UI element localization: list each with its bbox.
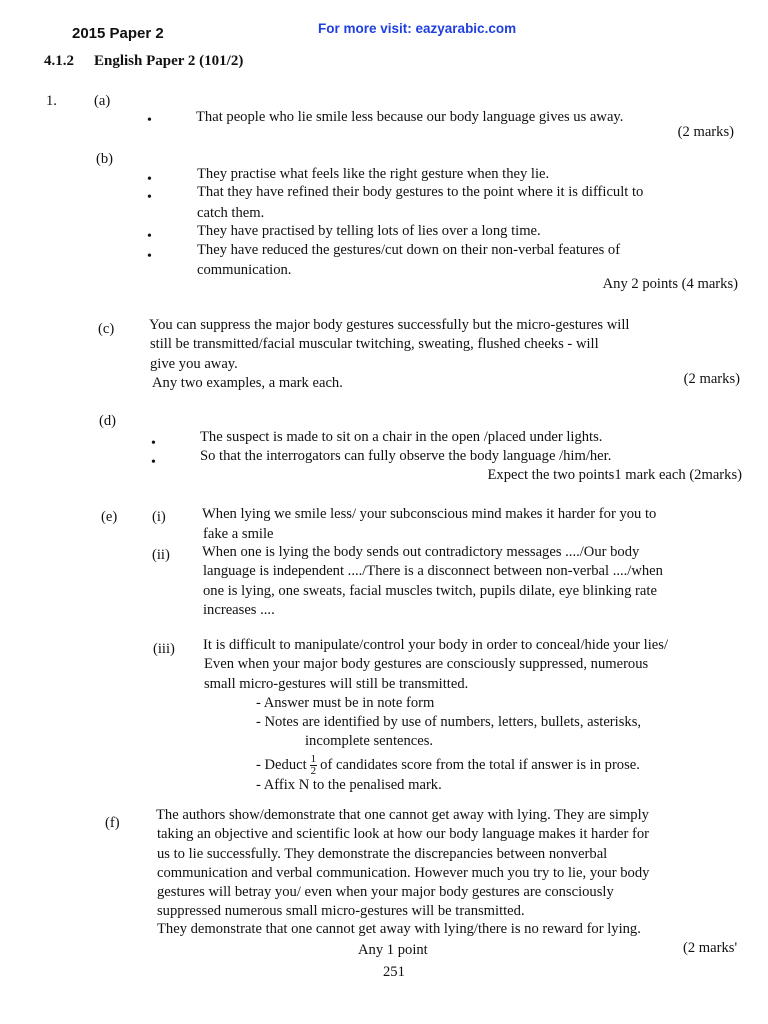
part-f-any-point: Any 1 point — [358, 942, 428, 958]
bullet-icon: • — [147, 249, 152, 264]
subpart-i-label: (i) — [152, 509, 166, 525]
part-b-bullet: They have reduced the gestures/cut down on their non-verbal features of — [197, 242, 621, 258]
part-e-label: (e) — [101, 509, 118, 525]
page-number: 251 — [383, 964, 405, 980]
bullet-icon: • — [147, 229, 152, 244]
note-identified-continuation: incomplete sentences. — [305, 733, 434, 749]
part-f-marks: (2 marks' — [683, 940, 738, 956]
part-b-marks: Any 2 points (4 marks) — [602, 276, 738, 292]
part-f-line: gestures will betray you/ even when your major body gestures are consciously — [157, 884, 614, 900]
note-affix: - Affix N to the penalised mark. — [256, 777, 442, 793]
part-f-line: The authors show/demonstrate that one cannot get away with lying. They are simply — [156, 807, 649, 823]
fraction-numerator: 1 — [310, 753, 317, 765]
note-deduct-prefix: - Deduct — [256, 756, 307, 773]
part-f-line: us to lie successfully. They demonstrate the discrepancies between nonverbal — [157, 846, 608, 862]
part-b-label: (b) — [96, 151, 114, 167]
paper-title: 2015 Paper 2 — [72, 25, 164, 42]
part-b-bullet-continuation: communication. — [197, 262, 292, 278]
part-d-label: (d) — [99, 413, 117, 429]
note-deduct — [256, 754, 640, 777]
bullet-icon: • — [147, 190, 152, 205]
part-f-line: communication and verbal communication. However much you try to lie, your body — [157, 865, 650, 881]
part-c-line: still be transmitted/facial muscular twitching, sweating, flushed cheeks - will — [150, 336, 599, 352]
part-f-line: suppressed numerous small micro-gestures will be transmitted. — [157, 903, 525, 919]
note-form: - Answer must be in note form — [256, 695, 435, 711]
bullet-icon: • — [147, 113, 152, 128]
part-d-bullet: So that the interrogators can fully observe the body language /him/her. — [200, 448, 612, 464]
part-f-line: taking an objective and scientific look at how our body language makes it harder for — [157, 826, 649, 842]
subpart-iii-line: small micro-gestures will still be transmitted. — [204, 676, 469, 692]
section-number: 4.1.2 — [44, 53, 74, 69]
part-c-line: Any two examples, a mark each. — [152, 375, 343, 391]
subpart-iii-label: (iii) — [153, 641, 175, 657]
bullet-icon: • — [151, 455, 156, 470]
part-b-bullet: That they have refined their body gestures to the point where it is difficult to — [197, 184, 644, 200]
part-f-line: They demonstrate that one cannot get away with lying/there is no reward for lying. — [157, 921, 641, 937]
bullet-icon: • — [147, 172, 152, 187]
subpart-ii-label: (ii) — [152, 547, 170, 563]
part-b-bullet: They practise what feels like the right gesture when they lie. — [197, 166, 550, 182]
part-c-label: (c) — [98, 321, 115, 337]
part-a-bullet: That people who lie smile less because our body language gives us away. — [196, 109, 624, 125]
subpart-iii-line: Even when your major body gestures are consciously suppressed, numerous — [204, 656, 649, 672]
part-b-bullet-continuation: catch them. — [197, 205, 265, 221]
part-c-marks: (2 marks) — [683, 371, 740, 387]
part-d-bullet: The suspect is made to sit on a chair in the open /placed under lights. — [200, 429, 603, 445]
one-half-fraction — [310, 754, 318, 777]
part-c-line: give you away. — [150, 356, 238, 372]
note-identified: - Notes are identified by use of numbers, letters, bullets, asterisks, — [256, 714, 642, 730]
subpart-iii-line: It is difficult to manipulate/control your body in order to conceal/hide your lies/ — [203, 637, 668, 653]
bullet-icon: • — [151, 436, 156, 451]
subpart-ii-line: language is independent ..../There is a disconnect between non-verbal ..../when — [203, 563, 663, 579]
part-b-bullet: They have practised by telling lots of lies over a long time. — [197, 223, 541, 239]
subpart-i-line: fake a smile — [203, 526, 274, 542]
part-d-marks: Expect the two points1 mark each (2marks) — [487, 467, 742, 483]
subpart-ii-line: When one is lying the body sends out contradictory messages ..../Our body — [202, 544, 640, 560]
part-a-label: (a) — [94, 93, 111, 109]
section-title: English Paper 2 (101/2) — [94, 53, 244, 69]
subpart-i-line: When lying we smile less/ your subconscious mind makes it harder for you to — [202, 506, 657, 522]
visit-link[interactable]: For more visit: eazyarabic.com — [318, 21, 517, 36]
note-deduct-suffix: of candidates score from the total if answer is in prose. — [320, 756, 640, 773]
subpart-ii-line: increases .... — [203, 602, 275, 618]
part-c-line: You can suppress the major body gestures successfully but the micro-gestures will — [149, 317, 630, 333]
part-f-label: (f) — [105, 815, 120, 831]
subpart-ii-line: one is lying, one sweats, facial muscles twitch, pupils dilate, eye blinking rate — [203, 583, 657, 599]
fraction-denominator: 2 — [310, 765, 317, 777]
question-number: 1. — [46, 93, 57, 109]
part-a-marks: (2 marks) — [677, 124, 734, 140]
